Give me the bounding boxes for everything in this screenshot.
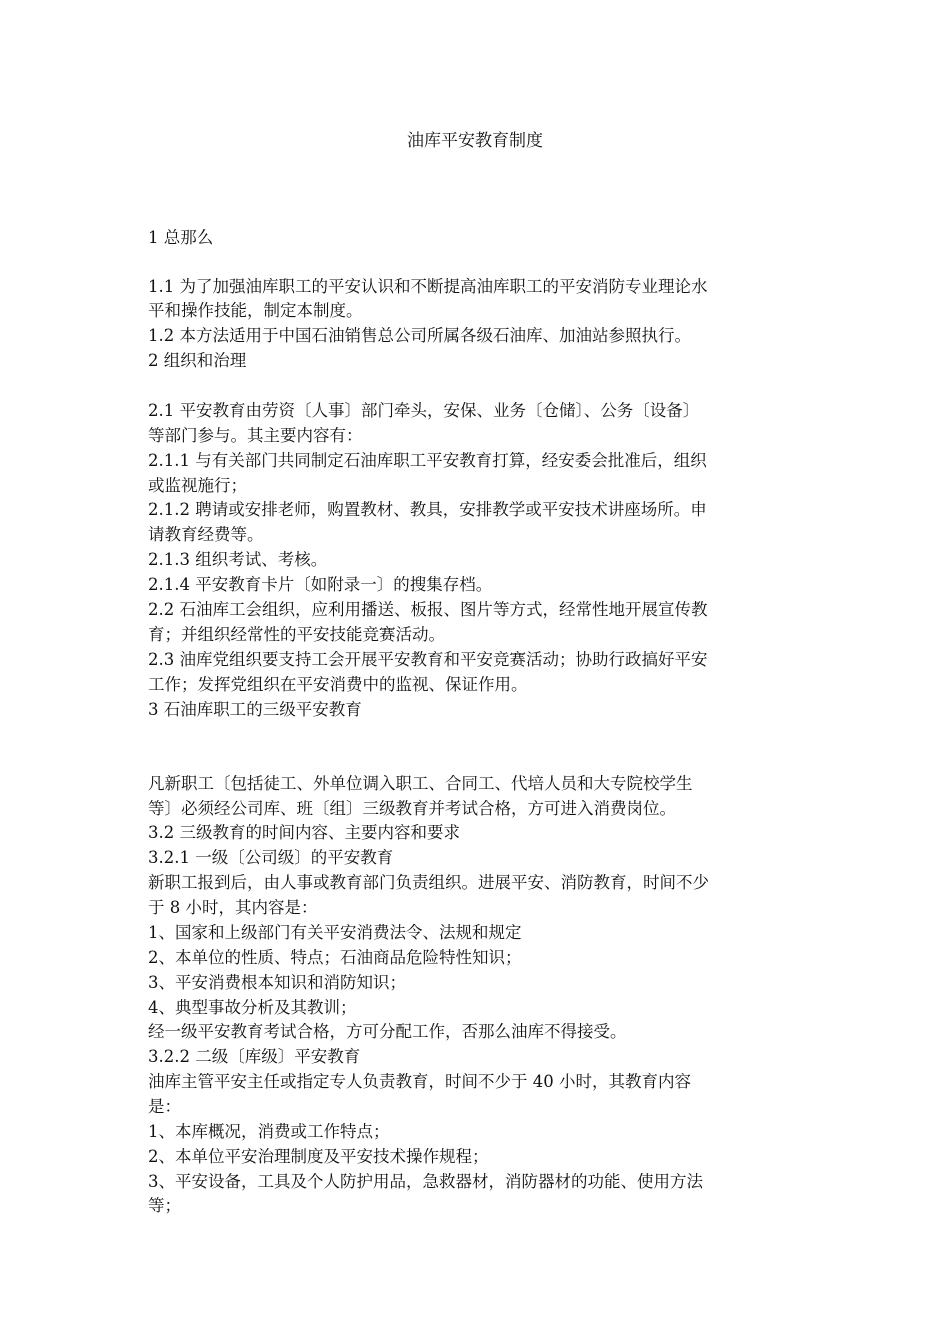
paragraph-line: 凡新职工〔包括徒工、外单位调入职工、合同工、代培人员和大专院校学生: [148, 774, 693, 793]
paragraph-line: 3.2.2 二级〔库级〕平安教育: [148, 1047, 361, 1066]
list-item: 2、本单位的性质、特点；石油商品危险特性知识；: [148, 948, 522, 967]
list-item: 2、本单位平安治理制度及平安技术操作规程；: [148, 1147, 489, 1166]
list-item: 1、本库概况，消费或工作特点；: [148, 1122, 390, 1141]
paragraph-line: 等〕必须经公司库、班〔组〕三级教育并考试合格，方可进入消费岗位。: [148, 799, 676, 818]
paragraph-line: 平和操作技能，制定本制度。: [148, 301, 363, 320]
paragraph-line: 2.1.3 组织考试、考核。: [148, 550, 328, 569]
list-item: 等；: [148, 1196, 181, 1215]
paragraph-line: 油库主管平安主任或指定专人负责教育，时间不少于 40 小时，其教育内容: [148, 1072, 691, 1091]
list-item: 3、平安设备，工具及个人防护用品，急救器材，消防器材的功能、使用方法: [148, 1172, 703, 1191]
list-item: 3、平安消费根本知识和消防知识；: [148, 973, 406, 992]
paragraph-line: 2.1.2 聘请或安排老师，购置教材、教具，安排教学或平安技术讲座场所。申: [148, 500, 707, 519]
list-item: 1、国家和上级部门有关平安消费法令、法规和规定: [148, 923, 522, 942]
paragraph-line: 1.2 本方法适用于中国石油销售总公司所属各级石油库、加油站参照执行。: [148, 326, 691, 345]
paragraph-line: 1.1 为了加强油库职工的平安认识和不断提高油库职工的平安消防专业理论水: [148, 277, 708, 296]
paragraph-line: 2.1.4 平安教育卡片〔如附录一〕的搜集存档。: [148, 575, 493, 594]
section-heading: 3 石油库职工的三级平安教育: [148, 700, 362, 719]
paragraph-line: 2.1 平安教育由劳资〔人事〕部门牵头，安保、业务〔仓储〕、公务〔设备〕: [148, 401, 700, 420]
paragraph-line: 3.2 三级教育的时间内容、主要内容和要求: [148, 823, 460, 842]
paragraph-line: 3.2.1 一级〔公司级〕的平安教育: [148, 848, 394, 867]
section-heading: 1 总那么: [148, 228, 214, 247]
paragraph-line: 2.2 石油库工会组织，应利用播送、板报、图片等方式，经常性地开展宣传教: [148, 600, 708, 619]
list-item: 4、典型事故分析及其教训；: [148, 998, 357, 1017]
paragraph-line: 经一级平安教育考试合格，方可分配工作，否那么油库不得接受。: [148, 1022, 627, 1041]
paragraph-line: 育；并组织经常性的平安技能竞赛活动。: [148, 625, 445, 644]
paragraph-line: 工作；发挥党组织在平安消费中的监视、保证作用。: [148, 675, 528, 694]
paragraph-line: 等部门参与。其主要内容有：: [148, 426, 363, 445]
document-title: 油库平安教育制度: [407, 131, 543, 151]
paragraph-line: 2.3 油库党组织要支持工会开展平安教育和平安竞赛活动；协助行政搞好平安: [148, 650, 708, 669]
section-heading: 2 组织和治理: [148, 351, 247, 370]
paragraph-line: 或监视施行；: [148, 476, 247, 495]
paragraph-line: 新职工报到后，由人事或教育部门负责组织。进展平安、消防教育，时间不少: [148, 873, 709, 892]
paragraph-line: 请教育经费等。: [148, 525, 264, 544]
paragraph-line: 2.1.1 与有关部门共同制定石油库职工平安教育打算，经安委会批准后，组织: [148, 451, 707, 470]
paragraph-line: 是：: [148, 1097, 181, 1116]
paragraph-line: 于 8 小时，其内容是：: [148, 898, 318, 917]
